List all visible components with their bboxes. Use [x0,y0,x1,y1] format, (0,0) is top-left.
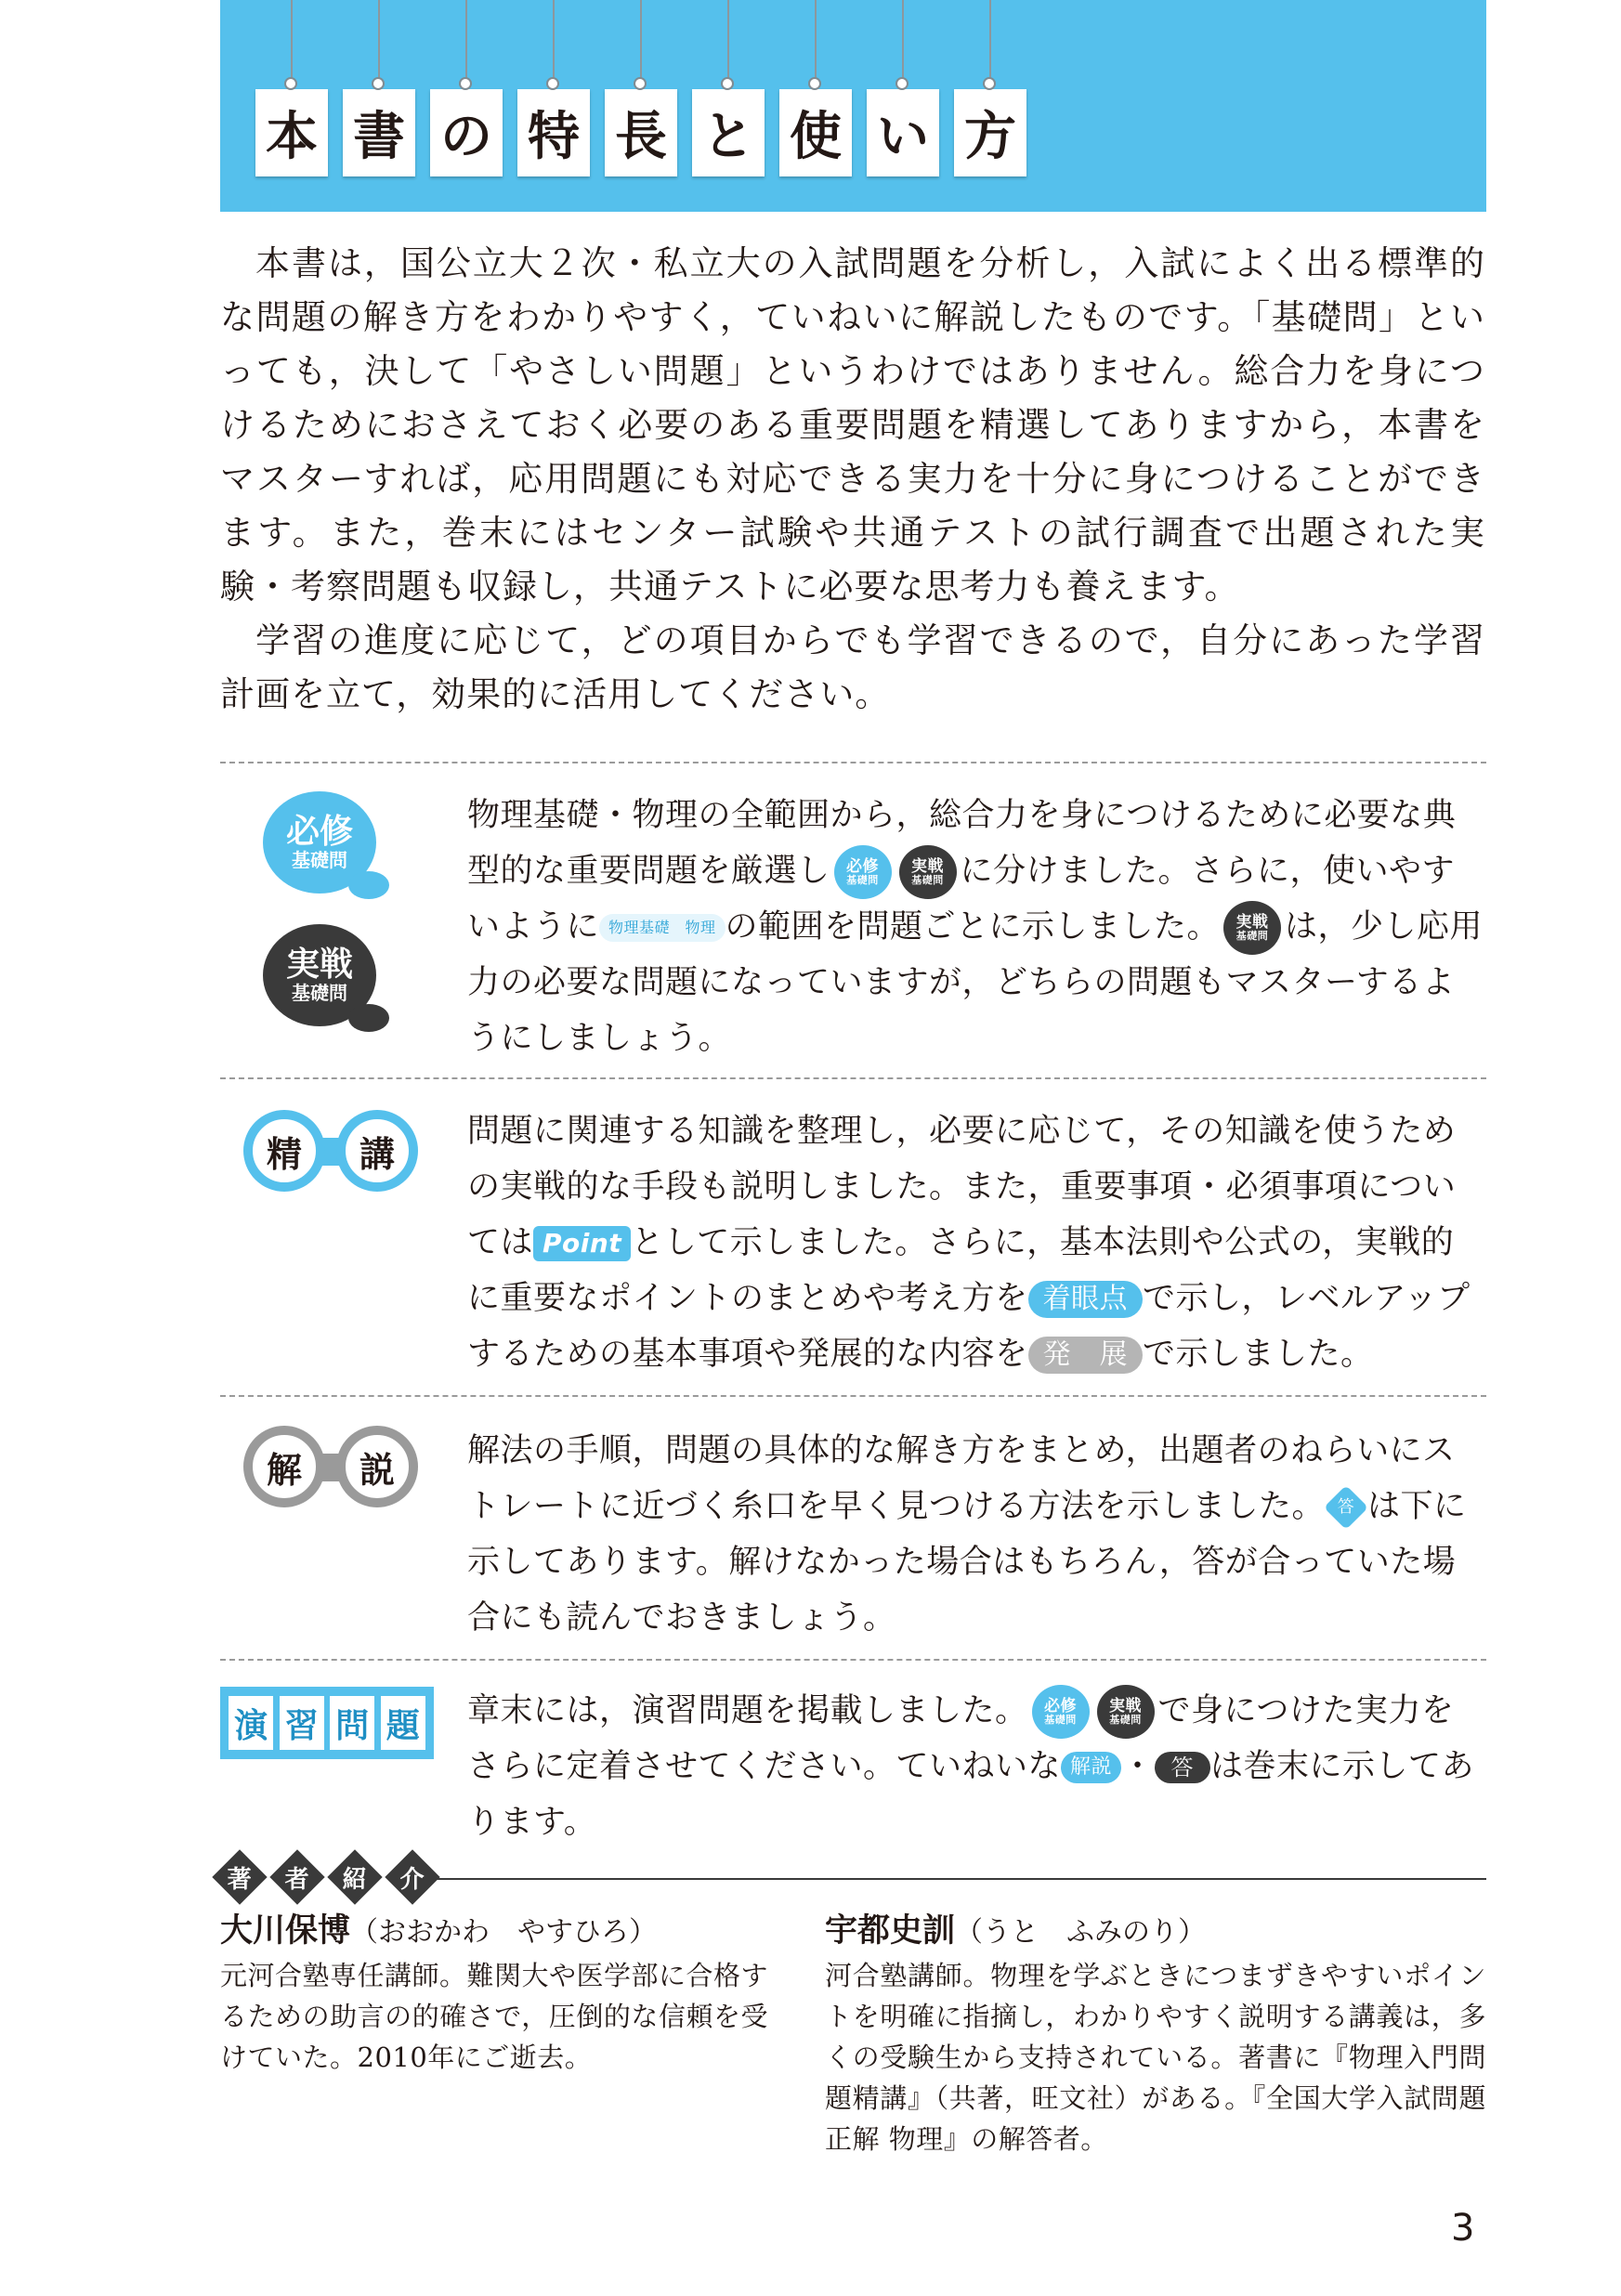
hisshu-inline-badge: 必修 基礎問 [1032,1685,1090,1739]
title-tag: の [430,89,503,176]
jissen-inline-badge: 実戦 基礎問 [899,845,957,899]
hisshu-badge: 必修 基礎問 [263,791,376,894]
title-tag: と [692,89,765,176]
author-1: 大川保博（おおかわ やすひろ） 元河合塾専任講師。難関大や医学部に合格するための助言の的確さで，圧倒的な信頼を受けていた。2010年にご逝去。 [220,1909,768,2078]
chakugan-label: 着眼点 [1028,1281,1144,1318]
jissen-badge: 実戦 基礎問 [263,924,376,1026]
title-tag: 書 [343,89,415,176]
range-label: 物理基礎 物理 [599,914,726,942]
bubble-tail [348,1004,389,1032]
title-tag: 長 [605,89,677,176]
author-heading: 著 者 紹 介 [220,1858,451,1897]
divider [220,1395,1486,1397]
intro-paragraph-1: 本書は，国公立大２次・私立大の入試問題を分析し，入試によく出る標準的な問題の解き方をわかりやすく，ていねいに解説したものです。「基礎問」といっても，決して「やさしい問題」というわけではありません。総合力を身につけるためにおさえておく必要のある重要問題を精選してありますから，本書をマスターすれば，応用問題にも対応できる実力を十分に身につけることができます。また，巻末にはセンター試験や共通テストの試行調査で出題された実験・考察問題も収録し，共通テストに必要な思考力も養えます。 [220,243,1485,607]
jissen-inline-badge: 実戦 基礎問 [1097,1685,1155,1739]
bubble-tail [348,871,389,899]
answer-icon: 答 [1324,1485,1368,1530]
intro-paragraph-2: 学習の進度に応じて，どの項目からでも学習できるので，自分にあった学習計画を立て，効果的に活用してください。 [220,620,1485,714]
kaisetsu-badge: 解 説 [243,1426,420,1509]
point-label: Point [533,1226,631,1261]
hisshu-inline-badge: 必修 基礎問 [834,845,892,899]
jissen-inline-badge: 実戦 基礎問 [1223,901,1281,955]
page-number: 3 [1451,2207,1475,2250]
author-2: 宇都史訓（うと ふみのり） 河合塾講師。物理を学ぶときにつまずきやすいポイントを明確に指摘し，わかりやすく説明する講義は，多くの受験生から支持されている。著書に『物理入門問題精講』（共著，旺文社）がある。『全国大学入試問題正解 物理』の解答者。 [825,1909,1486,2159]
divider [220,762,1486,763]
section-1-text: 物理基礎・物理の全範囲から，総合力を身につけるために必要な典型的な重要問題を厳選し 必修 基礎問 実戦 基礎問 に分けました。さらに，使いやすいように 物理基礎 物理 の範囲を問題ごとに示しました。 実戦 基礎問 は，少し応用力の必要な問題になっていますが，どちらの問題もマスターするようにしましょう。 [467,797,1484,1057]
kaisetsu-label: 解説 [1061,1752,1121,1783]
enshu-badge: 演 習 問 題 [220,1687,434,1759]
author-rule [437,1878,1486,1880]
title-banner [220,0,1486,212]
divider [220,1659,1486,1661]
section-2-text: 問題に関連する知識を整理し，必要に応じて，その知識を使うための実戦的な手段も説明しました。また，重要事項・必須事項については Point として示しました。さらに，基本法則や公式の，実戦的に重要なポイントのまとめや考え方を 着眼点 で示し，レベルアップするための基本事項や発展的な内容を 発 展 で示しました。 [467,1113,1471,1373]
title-tag: 本 [255,89,328,176]
hatten-label: 発 展 [1028,1337,1144,1374]
title-tag: い [867,89,939,176]
divider [220,1077,1486,1079]
author-1-bio: 元河合塾専任講師。難関大や医学部に合格するための助言の的確さで，圧倒的な信頼を受けていた。2010年にご逝去。 [220,1960,769,2073]
section-3-text: 解法の手順，問題の具体的な解き方をまとめ，出題者のねらいにストレートに近づく糸口を早く見つける方法を示しました。 答 は下に示してあります。解けなかった場合はもちろん，答が合っていた場合にも読んでおきましょう。 [467,1432,1467,1637]
seikou-badge: 精 講 [243,1110,420,1194]
intro-text [220,237,1485,722]
title-tag: 特 [517,89,590,176]
section-4-text: 章末には，演習問題を掲載しました。 必修 基礎問 実戦 基礎問 で身につけた実力をさらに定着させてください。ていねいな 解説 ・ 答 は巻末に示してあります。 [467,1683,1486,1850]
title-tag: 方 [954,89,1026,176]
author-2-bio: 河合塾講師。物理を学ぶときにつまずきやすいポイントを明確に指摘し，わかりやすく説明する講義は，多くの受験生から支持されている。著書に『物理入門問題精講』（共著，旺文社）がある。『全国大学入試問題正解 物理』の解答者。 [825,1960,1486,2155]
title-tag: 使 [779,89,852,176]
kotae-label: 答 [1155,1752,1211,1783]
